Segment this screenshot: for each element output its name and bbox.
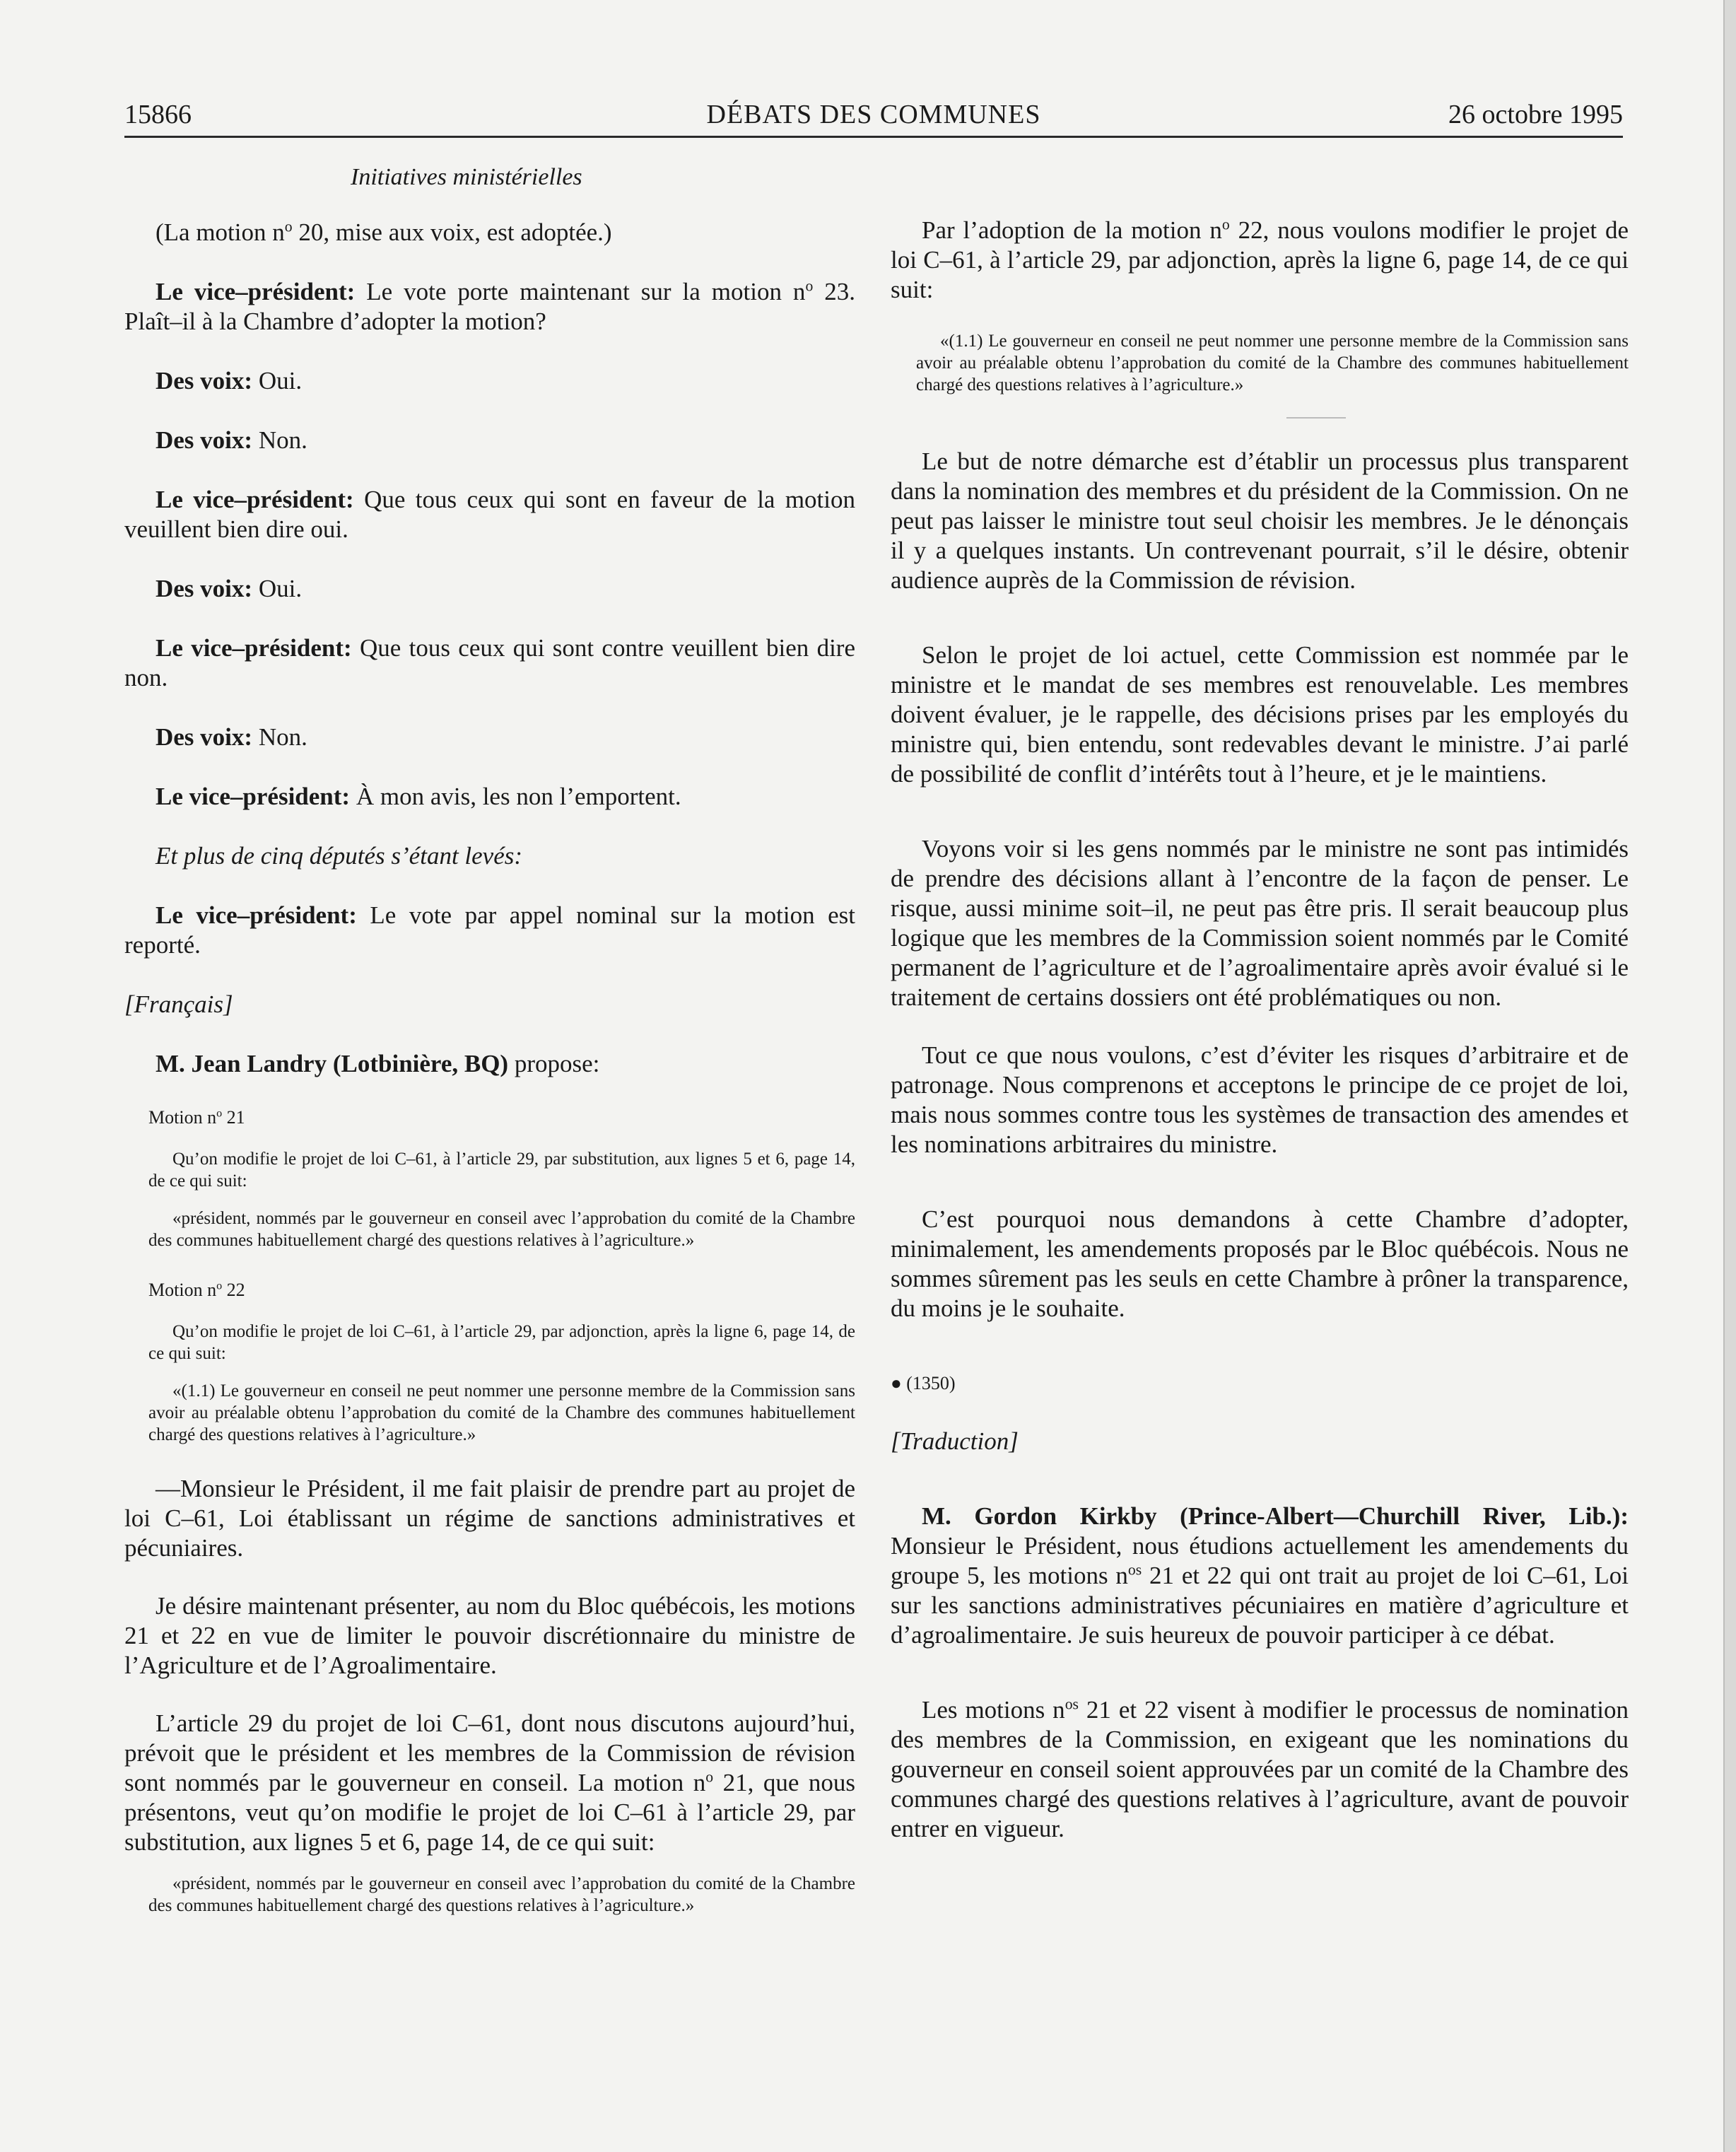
publication-title: DÉBATS DES COMMUNES xyxy=(706,100,1041,129)
issue-date: 26 octobre 1995 xyxy=(1448,100,1623,129)
motion-quote: «(1.1) Le gouverneur en conseil ne peut nommer une personne membre de la Commission sans avoir au préalable obtenu l’approbation du comité de la Chambre des communes habituellement chargé des questions relatives à l’agriculture.» xyxy=(148,1381,855,1444)
paragraph: L’article 29 du projet de loi C–61, dont nous discutons aujourd’hui, prévoit que le président et les membres de la Commission de révision sont nommés par le gouverneur en conseil. La motion $n^o$ 21, que nous présentons, veut qu’on modifie le projet de loi C–61 à l’article 29, par substitution, aux lignes 5 et 6, page 14, de ce qui suit: xyxy=(124,1709,856,1856)
motion-quote: «(1.1) Le gouverneur en conseil ne peut nommer une personne membre de la Commission sans avoir au préalable obtenu l’approbation du comité de la Chambre des communes habituellement chargé des questions relatives à l’agriculture.» xyxy=(916,332,1629,394)
paragraph: C’est pourquoi nous demandons à cette Chambre d’adopter, minimalement, les amendements proposés par le Bloc québécois. Nous ne sommes sûrement pas les seuls en cette Chambre à prôner la transparence, du moins je le souhaite. xyxy=(891,1205,1629,1322)
speaker-label: Le vice–président: xyxy=(156,783,351,810)
motion-heading: Motion $n^o$ 21 xyxy=(148,1107,245,1128)
motion-quote: «président, nommés par le gouverneur en conseil avec l’approbation du comité de la Chambre des communes habituellement chargé des questions relatives à l’agriculture.» xyxy=(148,1874,855,1915)
speaker-name: M. Gordon Kirkby (Prince-Albert—Churchill River, Lib.): xyxy=(922,1502,1629,1530)
paragraph: (La motion $n^o$ 20, mise aux voix, est adoptée.) xyxy=(156,218,612,246)
section-rubric: Initiatives ministérielles xyxy=(351,164,582,190)
motion-text: Qu’on modifie le projet de loi C–61, à l’article 29, par adjonction, après la ligne 6, page 14, de ce qui suit: xyxy=(148,1322,855,1363)
paragraph: Les motions $n^{os}$ 21 et 22 visent à modifier le processus de nomination des membres de la Commission, en exigeant que les nominations du gouverneur en conseil soient approuvées par un comité de la Chambre des communes chargé des questions relatives à l’agriculture, avant de pouvoir entrer en vigueur. xyxy=(891,1695,1629,1842)
paragraph: —Monsieur le Président, il me fait plaisir de prendre part au projet de loi C–61, Loi établissant un régime de sanctions administratives et pécuniaires. xyxy=(124,1475,855,1562)
speaker-label: Le vice–président: xyxy=(156,278,356,305)
paragraph: Voyons voir si les gens nommés par le ministre ne sont pas intimidés de prendre des décisions allant à l’encontre de la façon de penser. Le risque, aussi minime soit–il, ne peut pas être pris. Il serait beaucoup plus logique que les membres de la Commission soient nommés par le Comité permanent de l’agriculture et de l’agroalimentaire après avoir évalué si le traitement de certains dossiers ont été problématiques ou non. xyxy=(891,835,1629,1011)
paragraph: M. Jean Landry (Lotbinière, BQ) propose: xyxy=(156,1050,600,1077)
speaker-label: Le vice–président: xyxy=(156,486,354,513)
paragraph: Des voix: Non. xyxy=(156,723,307,751)
right-column xyxy=(891,216,1629,1844)
paragraph: Le vice–président: Le vote porte maintenant sur la motion $n^o$ 23. Plaît–il à la Chambre d’adopter la motion? xyxy=(124,277,856,335)
paragraph: Le vice–président: Le vote par appel nominal sur la motion est reporté. xyxy=(124,901,856,959)
speaker-label: Des voix: xyxy=(156,367,253,394)
paragraph: Le vice–président: Que tous ceux qui sont en faveur de la motion veuillent bien dire oui. xyxy=(124,486,855,543)
speaker-label: Des voix: xyxy=(156,575,253,602)
paragraph: Tout ce que nous voulons, c’est d’éviter les risques d’arbitraire et de patronage. Nous comprenons et acceptons le principe de ce projet de loi, mais nous sommes contre tous les systèmes de transaction des amendes et les nominations arbitraires du ministre. xyxy=(891,1041,1629,1158)
speaker-label: Des voix: xyxy=(156,426,253,454)
motion-heading: Motion $n^o$ 22 xyxy=(148,1280,245,1300)
language-marker: [Français] xyxy=(124,990,233,1018)
stage-direction: Et plus de cinq députés s’étant levés: xyxy=(156,842,523,870)
paragraph: Des voix: Oui. xyxy=(156,575,303,602)
speaker-name: M. Jean Landry (Lotbinière, BQ) xyxy=(156,1050,509,1077)
motion-quote: «président, nommés par le gouverneur en conseil avec l’approbation du comité de la Chambre des communes habituellement chargé des questions relatives à l’agriculture.» xyxy=(148,1209,855,1250)
paragraph: Par l’adoption de la motion $n^o$ 22, nous voulons modifier le projet de loi C–61, à l’article 29, par adjonction, après la ligne 6, page 14, de ce qui suit: xyxy=(891,216,1629,303)
page-header xyxy=(124,99,1623,138)
page-number: 15866 xyxy=(124,100,192,129)
paragraph: Je désire maintenant présenter, au nom du Bloc québécois, les motions 21 et 22 en vue de limiter le pouvoir discrétionnaire du ministre de l’Agriculture et de l’Agroalimentaire. xyxy=(124,1592,855,1679)
paragraph: Le vice–président: Que tous ceux qui sont contre veuillent bien dire non. xyxy=(124,634,855,691)
motion-text: Qu’on modifie le projet de loi C–61, à l’article 29, par substitution, aux lignes 5 et 6, page 14, de ce qui suit: xyxy=(148,1150,855,1191)
paragraph: Des voix: Oui. xyxy=(156,367,303,394)
divider xyxy=(1286,417,1346,419)
speaker-label: Le vice–président: xyxy=(156,634,352,662)
paragraph: Le vice–président: À mon avis, les non l’emportent. xyxy=(156,783,681,810)
paragraph: Le but de notre démarche est d’établir un processus plus transparent dans la nomination des membres et du président de la Commission. On ne peut pas laisser le ministre tout seul choisir les membres. Je le dénonçais il y a quelques instants. Un contrevenant pourrait, s’il le désire, obtenir audience auprès de la Commission de révision. xyxy=(891,448,1629,594)
speaker-label: Des voix: xyxy=(156,723,253,751)
time-marker: ● (1350) xyxy=(891,1373,956,1393)
scan-edge xyxy=(1723,0,1736,2152)
left-column xyxy=(124,163,855,1917)
paragraph: Des voix: Non. xyxy=(156,426,307,454)
speaker-label: Le vice–président: xyxy=(156,901,357,929)
language-marker: [Traduction] xyxy=(891,1427,1019,1455)
paragraph: Selon le projet de loi actuel, cette Commission est nommée par le ministre et le mandat de ses membres est renouvelable. Les membres doivent évaluer, je le rappelle, des décisions prises par les employés du ministre qui, bien entendu, sont redevables devant le ministre. J’ai parlé de possibilité de conflit d’intérêts tout à l’heure, et je le maintiens. xyxy=(891,641,1629,788)
paragraph: M. Gordon Kirkby (Prince-Albert—Churchill River, Lib.): Monsieur le Président, nous étudions actuellement les amendements du groupe 5, les motions $n^{os}$ 21 et 22 qui ont trait au projet de loi C–61, Loi sur les sanctions administratives pécuniaires en matière d’agriculture et d’agroalimentaire. Je suis heureux de pouvoir participer à ce débat. xyxy=(891,1502,1629,1649)
